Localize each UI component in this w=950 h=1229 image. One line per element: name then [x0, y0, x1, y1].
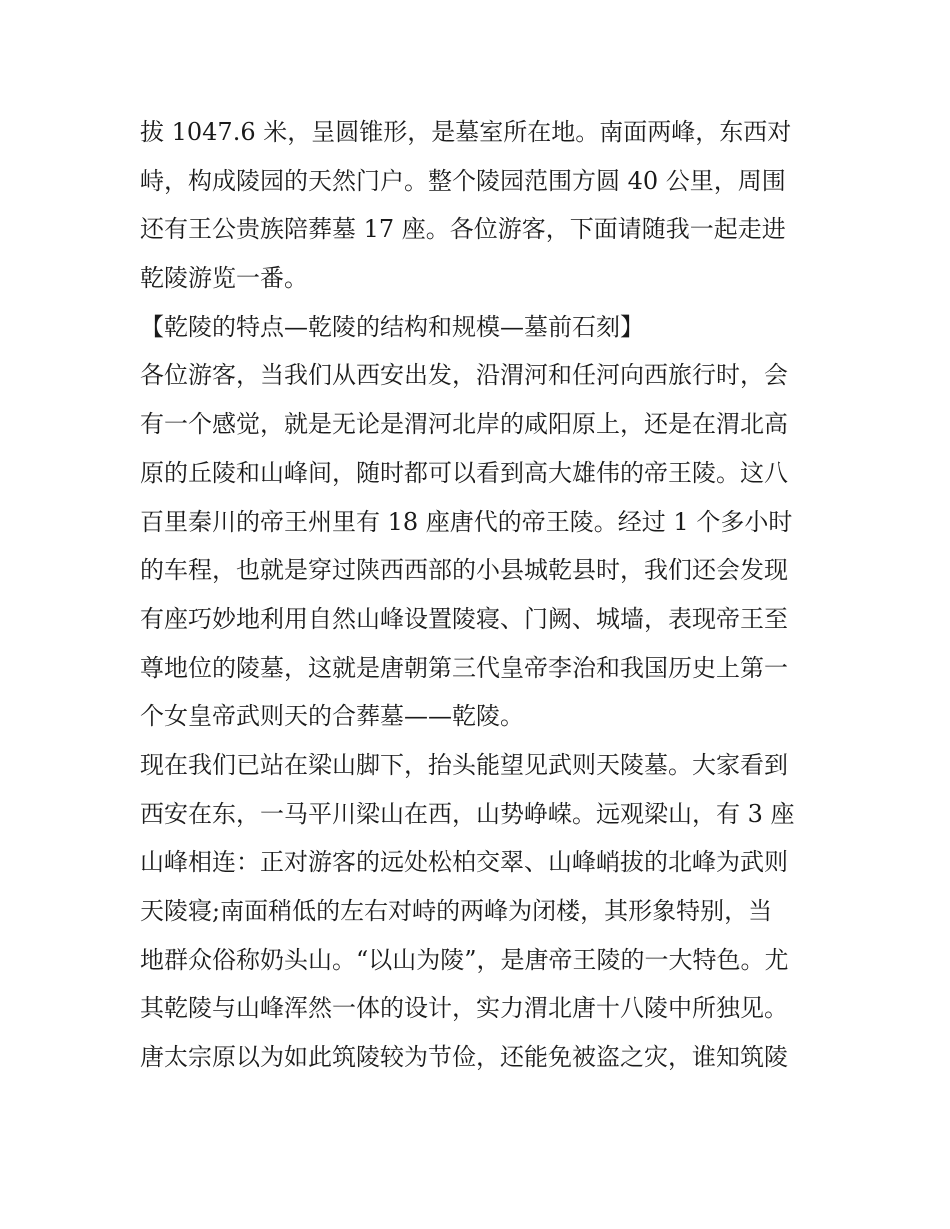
text-line: 地群众俗称奶头山。“以山为陵”，是唐帝王陵的一大特色。尤 — [140, 945, 789, 974]
text-line: 乾陵游览一番。 — [140, 264, 308, 293]
text-line: 峙，构成陵园的天然门户。整个陵园范围方圆 40 公里，周围 — [140, 166, 786, 195]
document-body — [140, 108, 820, 1082]
text-line: 有座巧妙地利用自然山峰设置陵寝、门阙、城墙，表现帝王至 — [140, 604, 788, 633]
text-line: 有一个感觉，就是无论是渭河北岸的咸阳原上，还是在渭北高 — [140, 410, 788, 439]
text-line: 唐太宗原以为如此筑陵较为节俭，还能免被盗之灾，谁知筑陵 — [140, 1043, 788, 1072]
text-line: 原的丘陵和山峰间，随时都可以看到高大雄伟的帝王陵。这八 — [140, 458, 788, 487]
text-line: 个女皇帝武则天的合葬墓——乾陵。 — [140, 702, 524, 731]
text-line: 的车程，也就是穿过陕西西部的小县城乾县时，我们还会发现 — [140, 556, 788, 585]
text-line: 尊地位的陵墓，这就是唐朝第三代皇帝李治和我国历史上第一 — [140, 653, 788, 682]
text-line: 其乾陵与山峰浑然一体的设计，实力渭北唐十八陵中所独见。 — [140, 994, 788, 1023]
text-line: 山峰相连：正对游客的远处松柏交翠、山峰峭拔的北峰为武则 — [140, 848, 788, 877]
text-line: 还有王公贵族陪葬墓 17 座。各位游客，下面请随我一起走进 — [140, 215, 786, 244]
text-line: 各位游客，当我们从西安出发，沿渭河和任河向西旅行时，会 — [140, 361, 788, 390]
text-line: 天陵寝;南面稍低的左右对峙的两峰为闭楼，其形象特别，当 — [140, 897, 773, 925]
section-heading: 【乾陵的特点—乾陵的结构和规模—墓前石刻】 — [140, 312, 644, 341]
text-line: 西安在东，一马平川梁山在西，山势峥嵘。远观梁山，有 3 座 — [140, 799, 795, 828]
text-line: 百里秦川的帝王州里有 18 座唐代的帝王陵。经过 1 个多小时 — [140, 507, 793, 536]
text-line: 拔 1047.6 米，呈圆锥形，是墓室所在地。南面两峰，东西对 — [140, 118, 792, 146]
text-line: 现在我们已站在梁山脚下，抬头能望见武则天陵墓。大家看到 — [140, 750, 788, 779]
